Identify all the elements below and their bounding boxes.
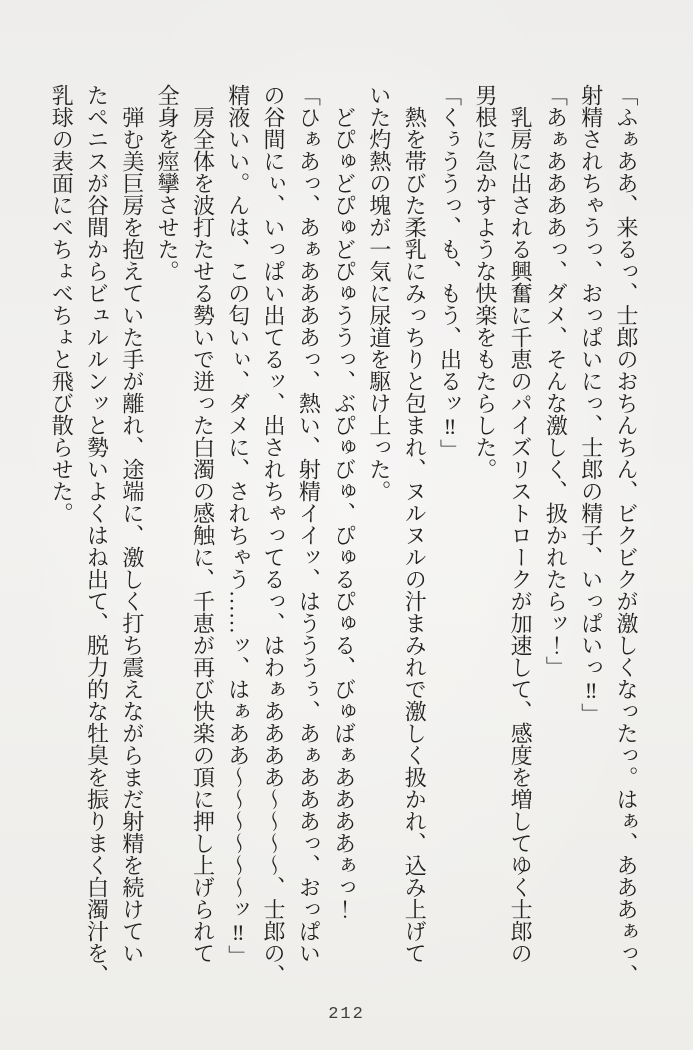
page-number: 212 xyxy=(328,1005,365,1024)
text-column: 全身を痙攣させた。 xyxy=(155,84,181,282)
text-column: たペニスが谷間からビュルルンッと勢いよくはね出て、脱力的な牡臭を振りまく白濁汁を、 xyxy=(84,84,110,986)
text-column: 房全体を波打たせる勢いで迸った白濁の感触に、千恵が再び快楽の頂に押し上げられて xyxy=(190,106,216,964)
text-column: 精液いい。んは、この匂いぃ、ダメに、されちゃう……ッ、はぁああ～～～～～～ッ‼」 xyxy=(225,84,251,967)
text-column: の谷間にぃ、いっぱい出てるッ、出されちゃってるっ、はわぁああああ～～～～、士郎の、 xyxy=(261,84,287,986)
text-column: 「ふぁああ、来るっ、士郎のおちんちん、ビクビクが激しくなったっ。はぁ、あああぁっ、 xyxy=(614,84,639,986)
body-text xyxy=(36,84,644,1034)
text-column: 「くぅううっ、も、もう、出るッ‼」 xyxy=(437,84,463,461)
text-column: 「あぁああああっ、ダメ、そんな激しく、扱かれたらッ！」 xyxy=(543,84,569,678)
text-column: どぴゅどぴゅどぴゅううっ、ぶぴゅびゅ、ぴゅるぴゅる、びゅばぁああああぁっ！ xyxy=(331,106,357,920)
text-column: 射精されちゃうっ、おっぱいにっ、士郎の精子、いっぱいっ‼」 xyxy=(578,84,604,725)
text-column: 乳房に出される興奮に千恵のパイズリストロークが加速して、感度を増してゆく士郎の xyxy=(508,106,534,964)
text-column: 弾む美巨房を抱えていた手が離れ、途端に、激しく打ち震えながらまだ射精を続けてい xyxy=(119,106,145,964)
text-column: いた灼熱の塊が一気に尿道を駆け上った。 xyxy=(366,84,392,502)
text-column: 熱を帯びた柔乳にみっちりと包まれ、ヌルヌルの汁まみれで激しく扱かれ、込み上げて xyxy=(402,106,428,964)
text-column: 乳球の表面にべちょべちょと飛び散らせた。 xyxy=(49,84,75,524)
text-column: 「ひぁあっ、あぁああああっ、熱い、射精イイッ、はうううぅ、あぁあああっ、おっぱい xyxy=(296,84,322,964)
text-column: 男根に急かすような快楽をもたらした。 xyxy=(472,84,498,480)
